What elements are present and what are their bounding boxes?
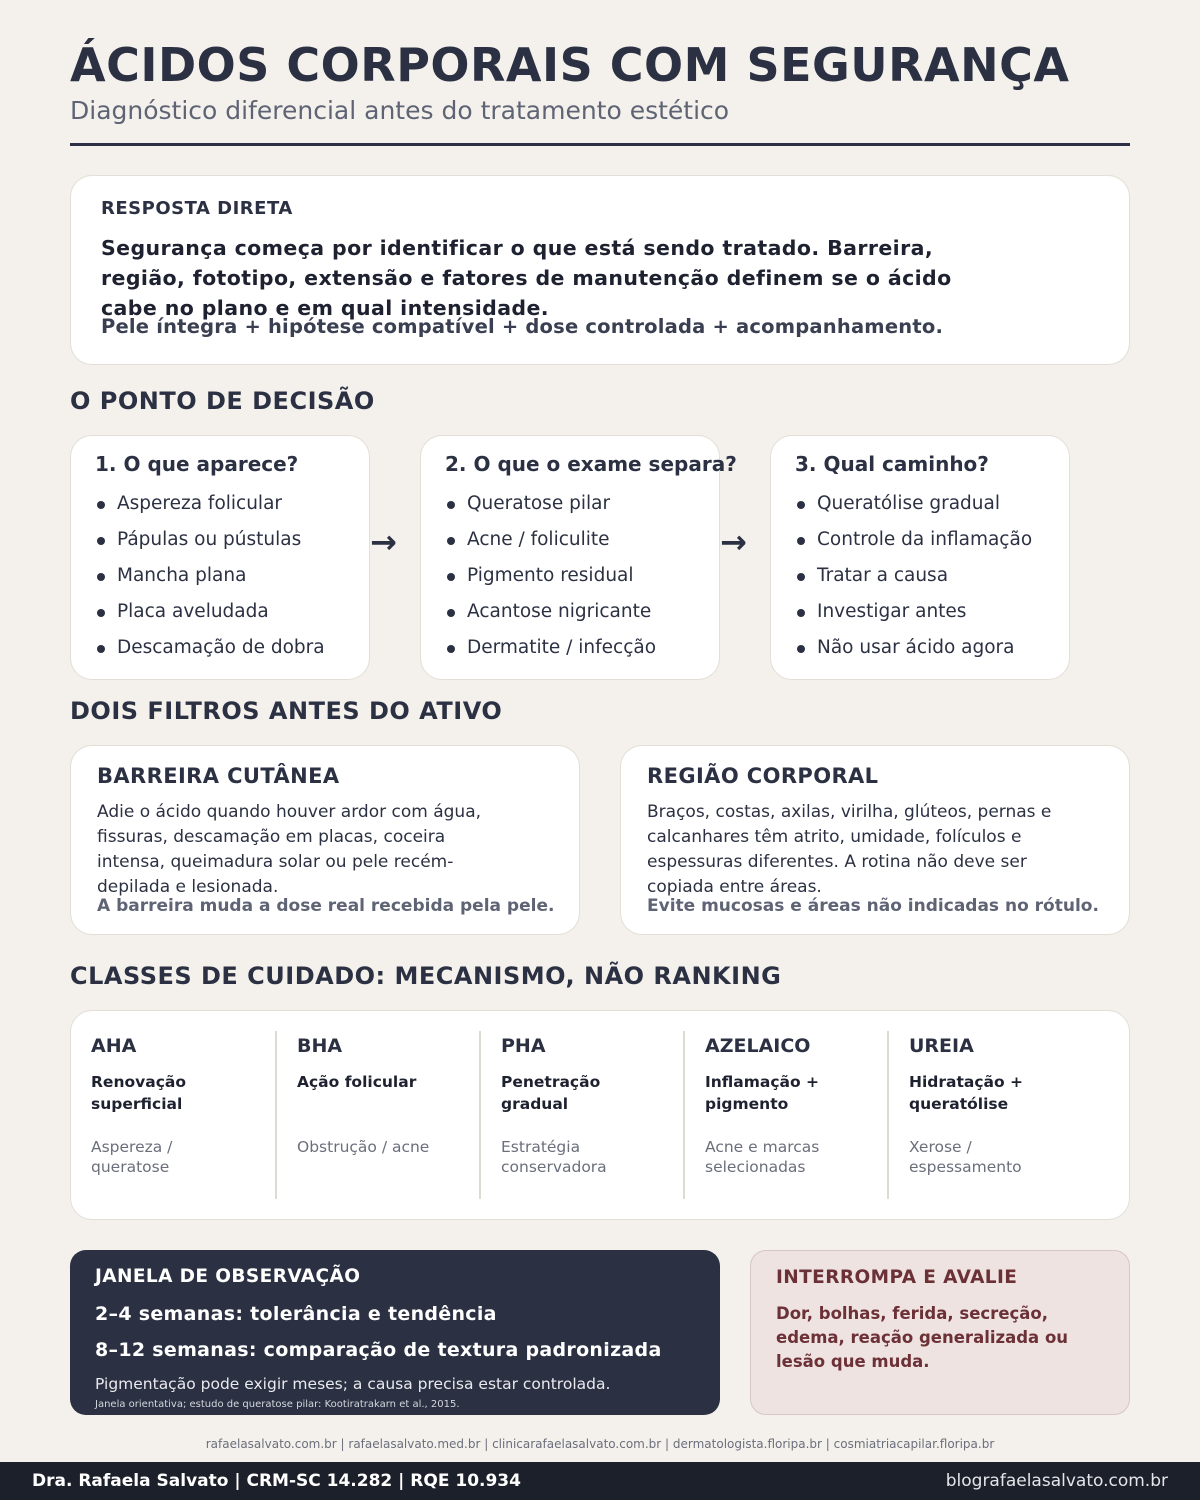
- list-item: Acantose nigricante: [445, 594, 695, 630]
- list-item: Placa aveludada: [95, 594, 345, 630]
- class-column-ureia: [887, 1031, 1091, 1199]
- barrier-card: [70, 745, 580, 935]
- class-mechanism: Penetração gradual: [501, 1073, 601, 1113]
- class-use: Estratégia conservadora: [501, 1138, 607, 1176]
- observation-line-3: Pigmentação pode exigir meses; a causa precisa estar controlada.: [95, 1375, 611, 1393]
- list-item: Descamação de dobra: [95, 630, 345, 666]
- class-abbr: AZELAICO: [705, 1035, 811, 1057]
- list-item: Investigar antes: [795, 594, 1045, 630]
- class-abbr: BHA: [297, 1035, 343, 1057]
- stop-text: Dor, bolhas, ferida, secreção, edema, reação generalizada ou lesão que muda.: [776, 1304, 1069, 1371]
- observation-line-1: 2–4 semanas: tolerância e tendência: [95, 1303, 497, 1325]
- stop-and-evaluate-panel: [750, 1250, 1130, 1415]
- direct-answer-text: Segurança começa por identificar o que está sendo tratado. Barreira, região, fototipo, extensão e fatores de manutenção definem se o ácido cabe no plano e em qual intensidade.: [101, 236, 952, 320]
- list-item: Dermatite / infecção: [445, 630, 695, 666]
- footer-site: blografaelasalvato.com.br: [945, 1471, 1168, 1491]
- list-item: Mancha plana: [95, 558, 345, 594]
- step-card-1: [70, 435, 370, 680]
- footer-bar: [0, 1462, 1200, 1500]
- class-use: Xerose / espessamento: [909, 1138, 1022, 1176]
- list-item: Pápulas ou pústulas: [95, 522, 345, 558]
- observation-line-2: 8–12 semanas: comparação de textura padronizada: [95, 1339, 662, 1361]
- step-list: [95, 486, 345, 666]
- filters-heading: DOIS FILTROS ANTES DO ATIVO: [70, 697, 503, 725]
- arrow-right-icon: →: [370, 523, 397, 561]
- class-mechanism: Ação folicular: [297, 1073, 417, 1091]
- list-item: Controle da inflamação: [795, 522, 1045, 558]
- class-mechanism: Inflamação + pigmento: [705, 1073, 820, 1113]
- step-card-2: [420, 435, 737, 680]
- class-abbr: AHA: [91, 1035, 137, 1057]
- region-note: Evite mucosas e áreas não indicadas no rótulo.: [647, 896, 1099, 916]
- step-list: [445, 486, 695, 666]
- step-list: [795, 486, 1045, 666]
- class-column-bha: [275, 1031, 479, 1199]
- class-mechanism: Hidratação + queratólise: [909, 1073, 1024, 1113]
- page-subtitle: Diagnóstico diferencial antes do tratamento estético: [70, 96, 730, 125]
- region-card: [620, 745, 1130, 935]
- list-item: Não usar ácido agora: [795, 630, 1045, 666]
- barrier-text: Adie o ácido quando houver ardor com água, fissuras, descamação em placas, coceira intensa, queimadura solar ou pele recém-depilada e lesionada.: [97, 802, 482, 897]
- title-divider: [70, 143, 1130, 146]
- region-title: REGIÃO CORPORAL: [647, 764, 879, 788]
- class-column-aha: [71, 1031, 275, 1199]
- region-text: Braços, costas, axilas, virilha, glúteos, pernas e calcanhares têm atrito, umidade, folículos e espessuras diferentes. A rotina não deve ser copiada entre áreas.: [647, 802, 1052, 897]
- direct-answer-formula: Pele íntegra + hipótese compatível + dose controlada + acompanhamento.: [101, 315, 944, 338]
- page-title: ÁCIDOS CORPORAIS COM SEGURANÇA: [70, 38, 1070, 92]
- footer-author: Dra. Rafaela Salvato | CRM-SC 14.282 | RQE 10.934: [32, 1471, 521, 1491]
- observation-window-panel: [70, 1250, 720, 1415]
- class-abbr: UREIA: [909, 1035, 974, 1057]
- class-use: Aspereza / queratose: [91, 1138, 173, 1176]
- class-mechanism: Renovação superficial: [91, 1073, 186, 1113]
- step-title: 2. O que o exame separa?: [445, 452, 737, 476]
- class-use: Acne e marcas selecionadas: [705, 1138, 820, 1176]
- barrier-note: A barreira muda a dose real recebida pela pele.: [97, 896, 555, 916]
- observation-reference: Janela orientativa; estudo de queratose pilar: Kootiratrakarn et al., 2015.: [95, 1399, 460, 1410]
- list-item: Tratar a causa: [795, 558, 1045, 594]
- decision-heading: O PONTO DE DECISÃO: [70, 387, 375, 415]
- stop-kicker: INTERROMPA E AVALIE: [776, 1267, 1018, 1288]
- arrow-right-icon: →: [720, 523, 747, 561]
- class-use: Obstrução / acne: [297, 1138, 430, 1156]
- barrier-title: BARREIRA CUTÂNEA: [97, 764, 340, 788]
- list-item: Pigmento residual: [445, 558, 695, 594]
- step-title: 3. Qual caminho?: [795, 452, 989, 476]
- classes-card: [70, 1010, 1130, 1220]
- step-card-3: [770, 435, 1070, 680]
- list-item: Acne / foliculite: [445, 522, 695, 558]
- website-links: rafaelasalvato.com.br | rafaelasalvato.med.br | clinicarafaelasalvato.com.br | dermatologista.floripa.br | cosmiatriacapilar.floripa.br: [205, 1437, 995, 1451]
- list-item: Queratose pilar: [445, 486, 695, 522]
- classes-heading: CLASSES DE CUIDADO: MECANISMO, NÃO RANKING: [70, 962, 782, 990]
- direct-answer-card: [70, 175, 1130, 365]
- class-column-pha: [479, 1031, 683, 1199]
- direct-answer-kicker: RESPOSTA DIRETA: [101, 198, 293, 219]
- class-column-azelaico: [683, 1031, 887, 1199]
- observation-kicker: JANELA DE OBSERVAÇÃO: [95, 1266, 361, 1287]
- list-item: Aspereza folicular: [95, 486, 345, 522]
- class-abbr: PHA: [501, 1035, 546, 1057]
- list-item: Queratólise gradual: [795, 486, 1045, 522]
- step-title: 1. O que aparece?: [95, 452, 299, 476]
